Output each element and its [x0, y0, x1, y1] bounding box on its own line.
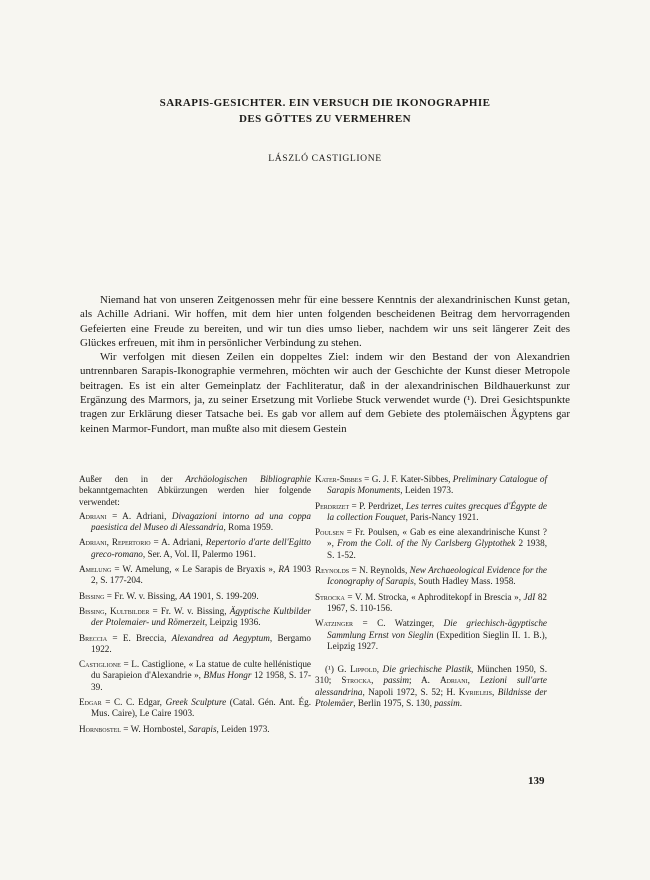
- reference-text: , Roma 1959.: [223, 522, 274, 533]
- abbreviation-list-right: [315, 474, 547, 652]
- reference-text: = Fr. W. v. Bissing,: [104, 590, 180, 601]
- intro-text-end: bekanntgemachten Abkürzungen werden hier folgende verwendet:: [79, 485, 311, 507]
- reference-text: = L. Castiglione, « La statue de culte hellénistique du Sarapieion d'Alexandrie »,: [91, 659, 311, 681]
- note-text: , Napoli 1972, S. 52; H.: [362, 686, 459, 697]
- article-title: [80, 95, 570, 127]
- note-text: ,: [371, 675, 384, 686]
- reference-text: (Catal. Gén. Ant. Ég. Mus. Caire), Le Caire 1903.: [91, 697, 312, 719]
- abbreviation-key: Watzinger: [315, 618, 354, 629]
- abbreviation-entry: [79, 511, 311, 534]
- note-text: ,: [492, 686, 498, 697]
- abbreviation-entry: [79, 724, 311, 735]
- note-text: Lippold: [350, 664, 377, 675]
- footnote-column-right: [315, 474, 547, 719]
- note-text: Strocka: [341, 675, 372, 686]
- reference-text: , Ser. A, Vol. II, Palermo 1961.: [142, 548, 256, 559]
- reference-text: = C. Watzinger,: [353, 618, 444, 629]
- abbreviation-key: Hornbostel: [79, 723, 121, 734]
- note-text: ,: [376, 664, 383, 675]
- note-text: , München 1950, S. 310;: [315, 664, 548, 686]
- abbreviation-key: Kater-Sibbes: [315, 474, 362, 484]
- body-text: [80, 293, 570, 436]
- abbreviation-entry: [315, 592, 547, 615]
- note-title: passim: [383, 675, 409, 686]
- title-line-1: SARAPIS-GESICHTER. EIN VERSUCH DIE IKONOGRAPHIE: [159, 97, 491, 109]
- reference-text: , Leiden 1973.: [216, 723, 270, 734]
- footnote-marker: (¹) G.: [325, 664, 351, 675]
- page-number: 139: [528, 775, 545, 787]
- intro-italic: Archäologischen Bibliographie: [185, 474, 311, 484]
- abbreviation-key: Poulsen: [315, 527, 344, 538]
- reference-text: , Leipzig 1936.: [204, 617, 261, 628]
- abbreviation-key: Reynolds: [315, 565, 350, 576]
- abbreviation-key: Strocka: [315, 591, 345, 602]
- abbreviations-intro: [79, 474, 311, 508]
- abbreviation-key: Breccia: [79, 632, 108, 643]
- abbreviation-key: Edgar: [79, 697, 102, 708]
- footnote-1: [315, 664, 547, 709]
- reference-text: , Paris-Nancy 1921.: [405, 511, 479, 522]
- abbreviation-entry: [79, 606, 311, 629]
- abbreviation-entry: [79, 564, 311, 587]
- reference-title: Divagazioni intorno ad una coppa paesistica del Museo di Alessandria: [91, 510, 311, 533]
- reference-title: Les terres cuites grecques d'Égypte de la collection Fouquet: [327, 500, 547, 522]
- note-text: ,: [467, 675, 480, 686]
- abbreviation-key: Perdrizet: [315, 500, 350, 511]
- reference-text: = G. J. F. Kater-Sibbes,: [361, 474, 453, 484]
- reference-text: 12 1958, S. 17-39.: [91, 670, 311, 692]
- note-title: passim: [434, 698, 460, 709]
- reference-text: 1901, S. 199-209.: [190, 590, 259, 601]
- reference-title: New Archaeological Evidence for the Iconography of Sarapis: [327, 565, 547, 587]
- abbreviation-entry: [79, 591, 311, 602]
- reference-title: BMus Hongr: [203, 670, 252, 681]
- title-line-2: DES GÖTTES ZU VERMEHREN: [239, 113, 411, 125]
- reference-text: = C. C. Edgar,: [101, 697, 166, 708]
- abbreviation-entry: [79, 659, 311, 693]
- abbreviation-key: Bissing, Kultbilder: [79, 605, 150, 616]
- abbreviation-key: Adriani, Repertorio: [79, 537, 151, 548]
- abbreviation-list-left: [79, 511, 311, 735]
- reference-text: = P. Perdrizet,: [349, 500, 406, 511]
- reference-text: = A. Adriani,: [106, 510, 172, 521]
- reference-title: Alexandrea ad Aegyptum: [171, 632, 270, 643]
- note-title: Lezioni sull'arte alessandrina: [315, 675, 548, 697]
- abbreviation-entry: [315, 501, 547, 524]
- abbreviation-key: Adriani: [79, 510, 107, 521]
- reference-text: 2 1938, S. 1-52.: [327, 538, 548, 560]
- reference-text: , South Hadley Mass. 1958.: [413, 576, 516, 587]
- reference-text: = E. Breccia,: [107, 632, 172, 643]
- footnote-column-left: [79, 474, 311, 739]
- abbreviation-entry: [315, 474, 547, 497]
- abbreviation-entry: [315, 527, 547, 561]
- reference-text: 82 1967, S. 110-156.: [327, 591, 548, 613]
- reference-title: JdI: [523, 591, 536, 602]
- reference-text: , Leiden 1973.: [400, 485, 454, 496]
- abbreviation-key: Bissing: [79, 590, 105, 601]
- reference-text: = W. Hornbostel,: [120, 723, 189, 734]
- intro-text: Außer den in der: [79, 474, 186, 484]
- reference-text: (Expedition Sieglin II. 1. B.), Leipzig 1927.: [327, 629, 548, 651]
- reference-title: Sarapis: [188, 723, 217, 734]
- note-text: ; A.: [408, 675, 440, 686]
- reference-title: From the Coll. of the Ny Carlsberg Glyptothek: [337, 538, 516, 549]
- reference-text: = Fr. Poulsen, « Gab es eine alexandrinische Kunst ? »,: [327, 527, 547, 549]
- reference-text: = A. Adriani,: [150, 537, 206, 548]
- author-name: LÁSZLÓ CASTIGLIONE: [268, 153, 382, 164]
- reference-text: , Bergamo 1922.: [91, 632, 311, 654]
- abbreviation-key: Amelung: [79, 564, 112, 575]
- reference-title: Repertorio d'arte dell'Egitto greco-romano: [91, 537, 311, 559]
- reference-title: Preliminary Catalogue of Sarapis Monuments: [327, 474, 548, 496]
- reference-title: Greek Sculpture: [165, 697, 227, 708]
- reference-text: = N. Reynolds,: [349, 565, 410, 576]
- reference-title: Die griechisch-ägyptische Sammlung Ernst von Sieglin: [327, 618, 547, 640]
- reference-title: RA: [278, 564, 290, 575]
- reference-text: = V. M. Strocka, « Aphroditekopf in Brescia »,: [344, 591, 524, 602]
- note-title: Die griechische Plastik: [382, 664, 472, 675]
- abbreviation-key: Castiglione: [79, 659, 121, 670]
- note-title: Bildnisse der Ptolemäer: [315, 686, 547, 709]
- note-text: .: [459, 698, 463, 709]
- note-text: Adriani: [439, 675, 468, 686]
- reference-title: AA: [179, 590, 191, 601]
- abbreviation-entry: [315, 618, 547, 652]
- abbreviation-entry: [79, 633, 311, 656]
- reference-text: = W. Amelung, « Le Sarapis de Bryaxis »,: [111, 564, 279, 575]
- reference-text: = Fr. W. v. Bissing,: [149, 605, 230, 616]
- abbreviation-entry: [315, 565, 547, 588]
- abbreviation-entry: [79, 697, 311, 720]
- abbreviation-entry: [79, 537, 311, 560]
- reference-title: Ägyptische Kultbilder der Ptolemaier- und Römerzeit: [91, 605, 311, 628]
- note-text: , Berlin 1975, S. 130,: [353, 698, 435, 709]
- note-text: Kyrieleis: [458, 686, 493, 697]
- paragraph-1: Niemand hat von unseren Zeitgenossen mehr für eine bessere Kenntnis der alexandrinischen Kunst getan, als Achille Adriani. Wir hoffen, mit dem hier unten folgenden bescheidenen Beitrag dem hervorragenden Gefeierten eine Freude zu bereiten, und wir tun dies umso lieber, nachdem wir uns seit längerer Zeit des Glückes erfreuen, mit ihm in persönlicher Verbindung zu stehen.: [80, 294, 570, 349]
- paragraph-2: Wir verfolgen mit diesen Zeilen ein doppeltes Ziel: indem wir den Bestand der von Alexandrien untrennbaren Sarapis-Ikonographie vermehren, möchten wir auch der Geschichte der Kunst dieser Metropole beitragen. Es ist ein alter Gemeinplatz der Fachliteratur, daß in der alexandrinischen Bildhauerkunst zur Ergänzung des Marmors, ja, zu seiner Ersetzung mit Vorliebe Stuck verwendet wurde (¹). Drei Gesichtspunkte tragen zur Erklärung dieser Tatsache bei. Es gab vor allem auf dem Gebiete des ptolemäischen Ägyptens gar keinen Marmor-Fundort, man mußte also mit diesem Gestein: [80, 351, 570, 435]
- reference-text: 1903 2, S. 177-204.: [91, 564, 311, 586]
